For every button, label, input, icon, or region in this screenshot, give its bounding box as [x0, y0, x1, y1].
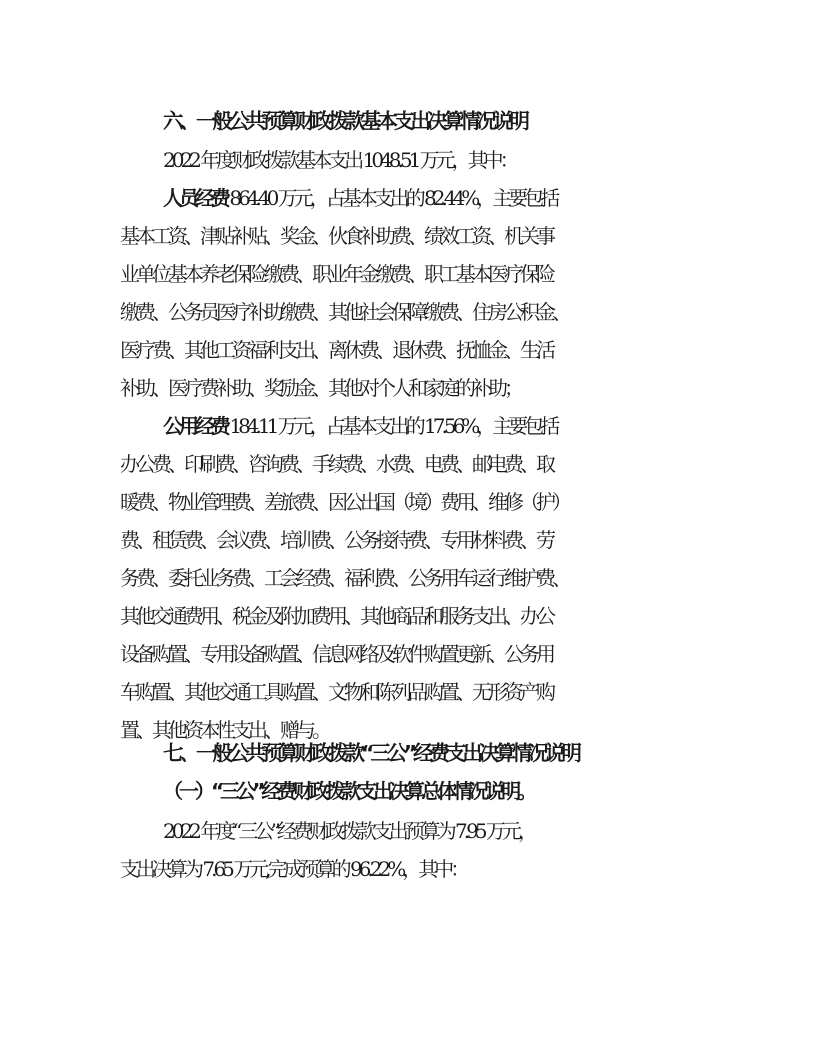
personnel-line: 业单位基本养老保险缴费、职业年金缴费、职工基本医疗保险: [120, 262, 552, 286]
section-7-para-line: 支出决算为 7.65 万元,完成预算的 96.22%，其中：: [120, 857, 467, 881]
section-7-heading: 七、一般公共预算财政拨款“三公”经费支出决算情况说明: [163, 741, 578, 765]
public-line: 暖费、物业管理费、差旅费、因公出国（境）费用、维修（护）: [120, 490, 568, 514]
personnel-lead-line: [163, 183, 816, 213]
personnel-line: 缴费、公务员医疗补助缴费、其他社会保障缴费、住房公积金、: [120, 300, 568, 324]
section-7-subheading: （一）“三公”经费财政拨款支出决算总体情况说明。: [163, 779, 534, 803]
personnel-line: 医疗费、其他工资福利支出、离休费、退休费、抚恤金、生活: [120, 338, 552, 362]
public-line: 费、租赁费、会议费、培训费、公务接待费、专用材料费、劳: [120, 528, 552, 552]
public-line: 车购置、其他交通工具购置、文物和陈列品购置、无形资产购: [120, 680, 552, 704]
public-line: 置、其他资本性支出、赠与。: [120, 718, 328, 742]
public-lead-line: [163, 411, 816, 441]
public-line: 务费、委托业务费、工会经费、福利费、公务用车运行维护费、: [120, 566, 568, 590]
personnel-label: 人员经费: [163, 186, 227, 210]
public-line: 设备购置、专用设备购置、信息网络及软件购置更新、公务用: [120, 642, 552, 666]
public-label: 公用经费: [163, 414, 227, 438]
public-lead-rest: 184.11 万元，占基本支出的 17.56%，主要包括: [227, 414, 557, 438]
public-line: 其他交通费用、税金及附加费用、其他商品和服务支出、办公: [120, 604, 552, 628]
section-6-intro: 2022 年度财政拨款基本支出 1048.51 万元，其中：: [163, 148, 516, 172]
personnel-lead-rest: 864.40 万元，占基本支出的 82.44%，主要包括: [227, 186, 557, 210]
personnel-line: 补助、医疗费补助、奖励金、其他对个人和家庭的补助；: [120, 376, 520, 400]
section-7-para-line: 2022 年度“三公”经费财政拨款支出预算为 7.95 万元，: [163, 819, 534, 843]
public-line: 办公费、印刷费、咨询费、手续费、水费、电费、邮电费、取: [120, 452, 552, 476]
personnel-line: 基本工资、津贴补贴、奖金、伙食补助费、绩效工资、机关事: [120, 224, 552, 248]
section-6-heading: 六、一般公共预算财政拨款基本支出决算情况说明: [163, 109, 526, 133]
